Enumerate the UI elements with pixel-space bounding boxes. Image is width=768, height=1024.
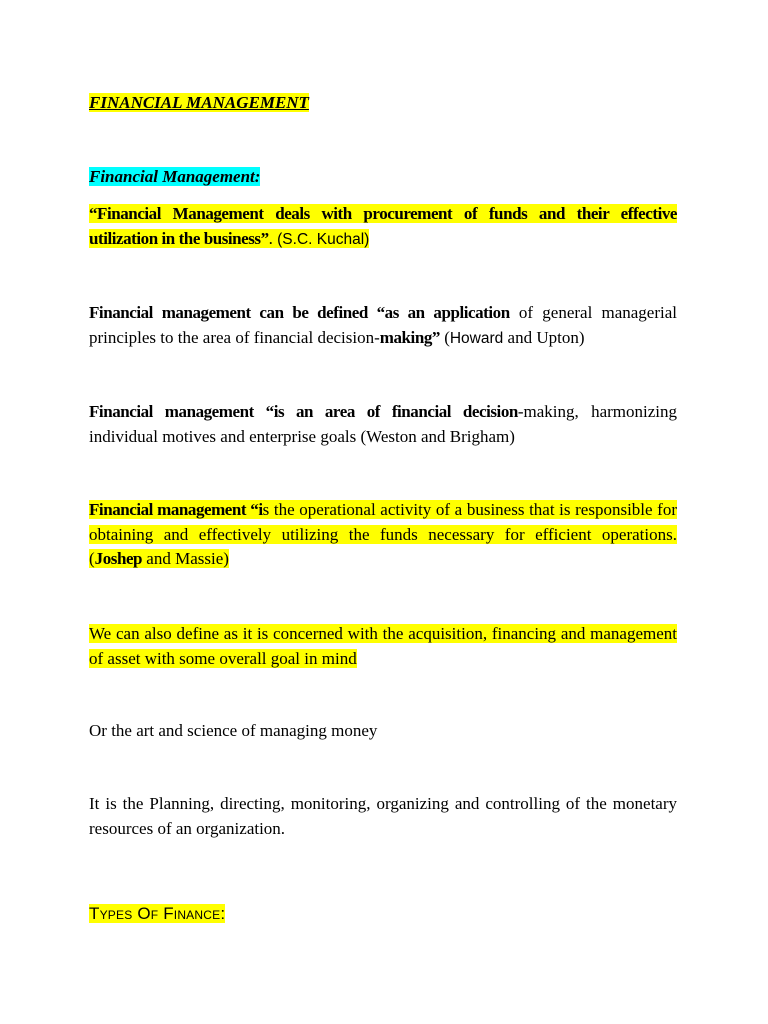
text-run: and Massie)	[142, 549, 229, 568]
types-of-finance-heading: Types Of Finance:	[89, 904, 226, 923]
text-run: -making, harmonizing individual motives and enterprise goals (Weston and Brigham)	[89, 402, 677, 446]
section-label-block	[89, 165, 677, 190]
text-run: (	[439, 327, 450, 347]
definition-art-science-text: Or the art and science of managing money	[89, 721, 378, 740]
text-run: (S.C. Kuchal)	[277, 230, 370, 248]
text-run: of general managerial principles to the area of financial decision-	[89, 303, 677, 347]
definition-planning-text: It is the Planning, directing, monitoring, organizing and controlling of the monetary resources of an organization.	[89, 794, 677, 838]
definition-acquisition	[89, 622, 677, 671]
document-title: FINANCIAL MANAGEMENT	[89, 93, 309, 112]
definition-acquisition-text: We can also define as it is concerned with the acquisition, financing and management of asset with some overall goal in mind	[89, 624, 677, 668]
definition-kuchal-highlight	[89, 204, 677, 248]
definition-planning	[89, 792, 677, 841]
text-run: and Upton)	[503, 327, 585, 347]
text-run: making”	[379, 327, 440, 347]
definition-weston-brigham	[89, 400, 677, 449]
text-run: Joshep	[94, 549, 143, 568]
document-title-block	[89, 91, 677, 116]
text-run: Financial management “i	[89, 500, 263, 519]
text-run: s the operational activity of a business that is responsible for obtaining and effectively utilizing the funds necessary for efficient operations. (	[89, 500, 677, 568]
definition-joshep-massie-highlight	[89, 500, 677, 568]
definition-joshep-massie	[89, 498, 677, 572]
text-run: Financial management can be defined “as an application	[89, 303, 510, 322]
text-run: Financial management “is an area of financial decision	[89, 402, 518, 421]
definition-howard-upton	[89, 301, 677, 351]
section-label: Financial Management:	[89, 167, 261, 186]
text-run: .	[268, 228, 278, 248]
types-of-finance-block	[89, 902, 677, 927]
definition-art-science	[89, 719, 677, 744]
text-run: Howard	[449, 329, 504, 347]
text-run: “Financial Management deals with procurement of funds and their effective utilization in the business”	[89, 204, 677, 248]
definition-kuchal	[89, 202, 677, 252]
